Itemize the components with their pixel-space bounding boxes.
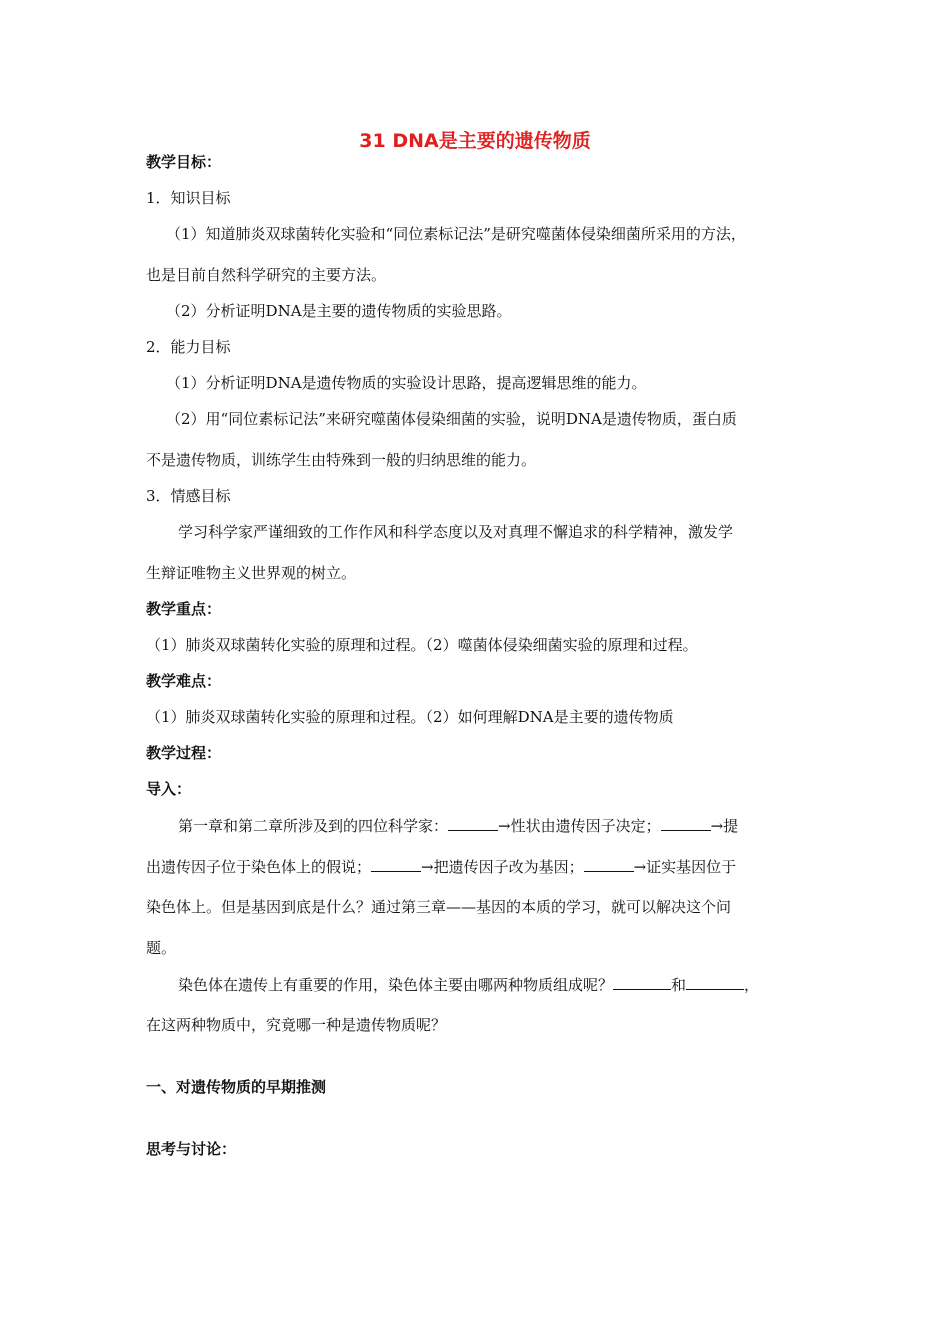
heading-think-discuss: 思考与讨论：	[146, 1140, 237, 1158]
heading-key-points: 教学重点：	[146, 600, 222, 618]
section-heading-early-speculation: 一、对遗传物质的早期推测	[146, 1078, 327, 1096]
goal-2-2-line1: （2）用“同位素标记法”来研究噬菌体侵染细菌的实验，说明DNA是遗传物质，蛋白质	[166, 410, 737, 428]
text-segment: 第一章和第二章所涉及到的四位科学家：	[178, 817, 449, 835]
goal-3-emotion: 3．情感目标	[146, 487, 231, 505]
intro-para2-line1	[178, 974, 848, 995]
goal-1-knowledge: 1．知识目标	[146, 189, 231, 207]
goal-1-1-line2: 也是目前自然科学研究的主要方法。	[146, 266, 387, 284]
text-segment: ，	[744, 976, 760, 994]
fill-blank[interactable]	[661, 815, 711, 831]
text-segment: →证实基因位于	[633, 858, 737, 876]
page-title: 31 DNA是主要的遗传物质	[359, 130, 591, 152]
intro-para1-line4: 题。	[146, 939, 177, 957]
difficulties-text: （1）肺炎双球菌转化实验的原理和过程。（2）如何理解DNA是主要的遗传物质	[146, 708, 674, 726]
intro-para1-line3: 染色体上。但是基因到底是什么？通过第三章——基因的本质的学习，就可以解决这个问	[146, 898, 732, 916]
heading-intro: 导入：	[146, 780, 192, 798]
goal-1-2: （2）分析证明DNA是主要的遗传物质的实验思路。	[166, 302, 512, 320]
text-segment: 和	[671, 976, 687, 994]
goal-2-ability: 2．能力目标	[146, 338, 231, 356]
intro-para1-line1	[178, 815, 848, 836]
fill-blank[interactable]	[448, 815, 498, 831]
fill-blank[interactable]	[613, 974, 671, 990]
goal-2-2-line2: 不是遗传物质，训练学生由特殊到一般的归纳思维的能力。	[146, 451, 537, 469]
goal-3-line1: 学习科学家严谨细致的工作作风和科学态度以及对真理不懈追求的科学精神，激发学	[178, 523, 734, 541]
goal-2-1: （1）分析证明DNA是遗传物质的实验设计思路，提高逻辑思维的能力。	[166, 374, 647, 392]
text-segment: 出遗传因子位于染色体上的假说；	[146, 858, 372, 876]
goal-1-1-line1: （1）知道肺炎双球菌转化实验和“同位素标记法”是研究噬菌体侵染细菌所采用的方法，	[166, 225, 746, 243]
text-segment: →提	[710, 817, 739, 835]
intro-para1-line2	[146, 856, 816, 877]
intro-para2-line2: 在这两种物质中，究竟哪一种是遗传物质呢？	[146, 1016, 447, 1034]
heading-teaching-goals: 教学目标：	[146, 153, 222, 171]
text-segment: 染色体在遗传上有重要的作用，染色体主要由哪两种物质组成呢？	[178, 976, 614, 994]
heading-process: 教学过程：	[146, 744, 222, 762]
fill-blank[interactable]	[686, 974, 744, 990]
heading-difficulties: 教学难点：	[146, 672, 222, 690]
text-segment: →把遗传因子改为基因；	[421, 858, 584, 876]
goal-3-line2: 生辩证唯物主义世界观的树立。	[146, 564, 357, 582]
key-points-text: （1）肺炎双球菌转化实验的原理和过程。（2）噬菌体侵染细菌实验的原理和过程。	[146, 636, 698, 654]
text-segment: →性状由遗传因子决定；	[498, 817, 661, 835]
fill-blank[interactable]	[584, 856, 634, 872]
fill-blank[interactable]	[371, 856, 421, 872]
